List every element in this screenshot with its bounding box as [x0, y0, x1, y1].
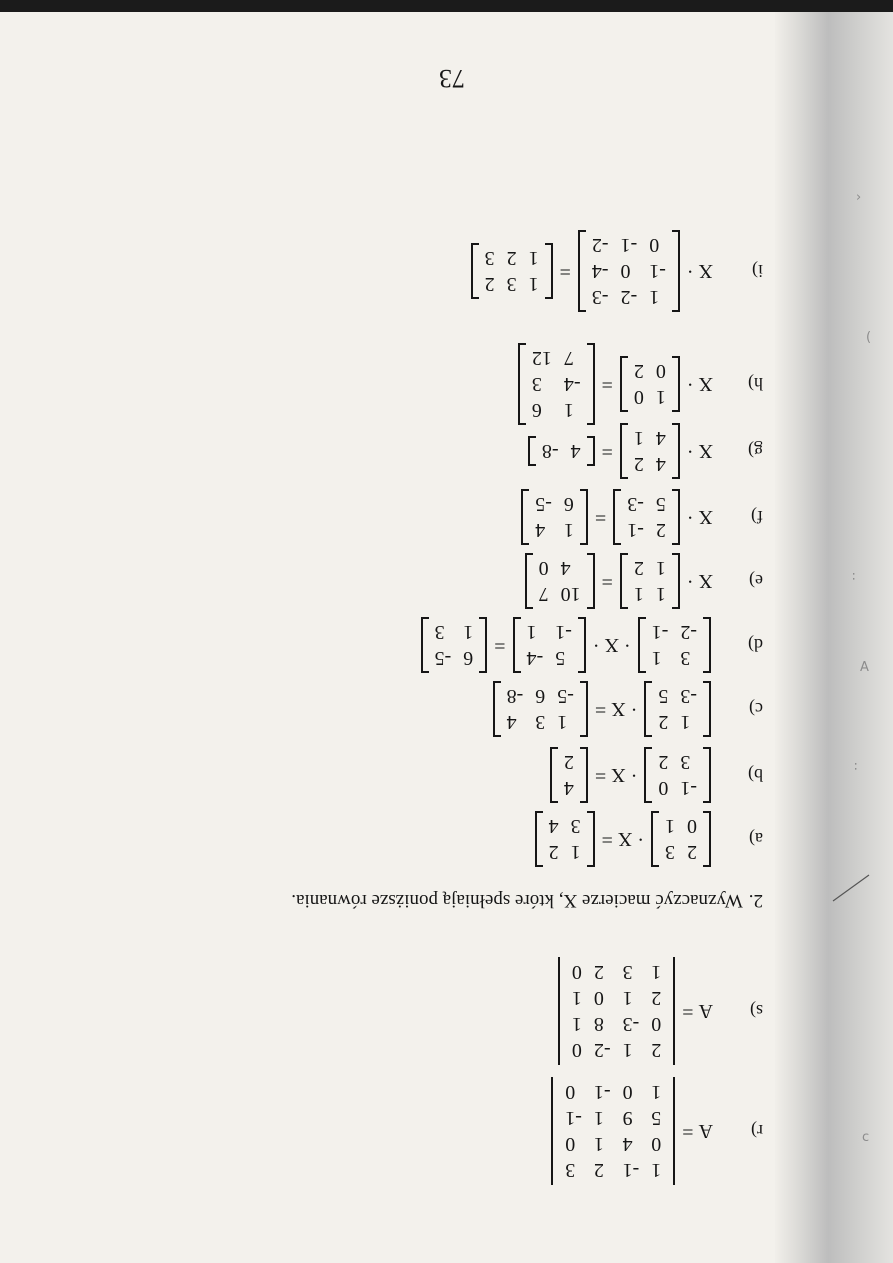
lhs-r: A	[698, 1120, 713, 1143]
label-a: a)	[749, 829, 763, 850]
label-c: c)	[749, 699, 763, 720]
equation-d: d) 3 -2 1 -1 · X · 5 -1 -4 1 = 6 1 -5 3	[419, 619, 763, 671]
matrix-g-2: 4 -8	[528, 438, 595, 464]
page-number: 73	[439, 64, 465, 93]
unknown-x: X	[604, 634, 619, 657]
task-text: Wyznaczyć macierze X, które spełniają poniższe równania.	[291, 890, 743, 911]
equation-e: e) X · 1 1 1 2 = 10 4 7 0	[523, 555, 763, 607]
unknown-x: X	[617, 828, 633, 851]
matrix-i-1: 1 -1 0 -2 0 -1 -3 -4 -2	[578, 232, 680, 310]
label-g: g)	[748, 441, 763, 462]
matrix-d-2: 5 -1 -4 1	[513, 619, 586, 671]
equation-f: f) X · 2 5 -1 -3 = 1 6 4 -5	[519, 491, 763, 543]
unknown-x: X	[611, 764, 626, 787]
matrix-b-2: 4 2	[550, 749, 588, 801]
unknown-x: X	[698, 570, 713, 593]
matrix-h-1: 1 0 0 2	[620, 358, 680, 410]
matrix-f-2: 1 6 4 -5	[521, 491, 588, 543]
matrix-g-1: 4 4 2 1	[620, 425, 680, 477]
task-number: 2.	[748, 890, 763, 911]
matrix-i-2: 1 1 3 2 2 3	[471, 245, 553, 297]
matrix-f-1: 2 5 -1 -3	[613, 491, 680, 543]
matrix-s-a: 2 0 2 1 1 -3 1 3 -2 8 0 2 0 1 1 0	[558, 959, 675, 1063]
matrix-e-2: 10 4 7 0	[525, 555, 595, 607]
equation-a: a) 2 0 3 1 · X = 1 3 2 4	[533, 813, 763, 865]
equation-i: i) X · 1 -1 0 -2 0 -1 -3 -4 -2 = 1 1 3 2 2 3	[469, 232, 763, 310]
equation-g: g) X · 4 4 2 1 = 4 -8	[526, 425, 763, 477]
equation-c: c) 1 -3 2 5 · X = 1 -5 3 6 4 -8	[491, 683, 763, 735]
unknown-x: X	[698, 373, 713, 396]
label-s: s)	[750, 1001, 763, 1022]
bleed-through-marks: › ( ∶ A ∶ ϲ	[852, 190, 872, 1145]
label-b: b)	[748, 765, 763, 786]
matrix-b-1: -1 3 0 2	[644, 749, 711, 801]
equation-r: r) A = 1 0 5 1 -1 4 9 0 2 1 1 -1 3 0 -1 0	[549, 1079, 763, 1183]
label-d: d)	[748, 635, 763, 656]
label-r: r)	[751, 1121, 763, 1142]
matrix-c-1: 1 -3 2 5	[644, 683, 711, 735]
unknown-x: X	[698, 260, 713, 283]
label-e: e)	[749, 571, 763, 592]
equation-s: s) A = 2 0 2 1 1 -3 1 3 -2 8 0 2 0 1 1 0	[556, 959, 763, 1063]
pencil-stroke-mark	[831, 873, 871, 903]
equation-b: b) -1 3 0 2 · X = 4 2	[548, 749, 763, 801]
label-i: i)	[752, 261, 763, 282]
matrix-h-2: 1 -4 7 6 3 12	[518, 345, 595, 423]
matrix-r-a: 1 0 5 1 -1 4 9 0 2 1 1 -1 3 0 -1 0	[551, 1079, 675, 1183]
unknown-x: X	[611, 698, 626, 721]
matrix-a-2: 1 3 2 4	[535, 813, 595, 865]
unknown-x: X	[698, 440, 713, 463]
lhs-s: A	[698, 1000, 713, 1023]
matrix-d-3: 6 1 -5 3	[421, 619, 488, 671]
label-h: h)	[748, 374, 763, 395]
matrix-d-1: 3 -2 1 -1	[638, 619, 711, 671]
matrix-e-1: 1 1 1 2	[620, 555, 680, 607]
unknown-x: X	[698, 506, 713, 529]
matrix-c-2: 1 -5 3 6 4 -8	[493, 683, 588, 735]
task-heading	[291, 889, 763, 911]
label-f: f)	[751, 507, 763, 528]
matrix-a-1: 2 0 3 1	[651, 813, 711, 865]
equation-h: h) X · 1 0 0 2 = 1 -4 7 6 3 12	[516, 345, 763, 423]
